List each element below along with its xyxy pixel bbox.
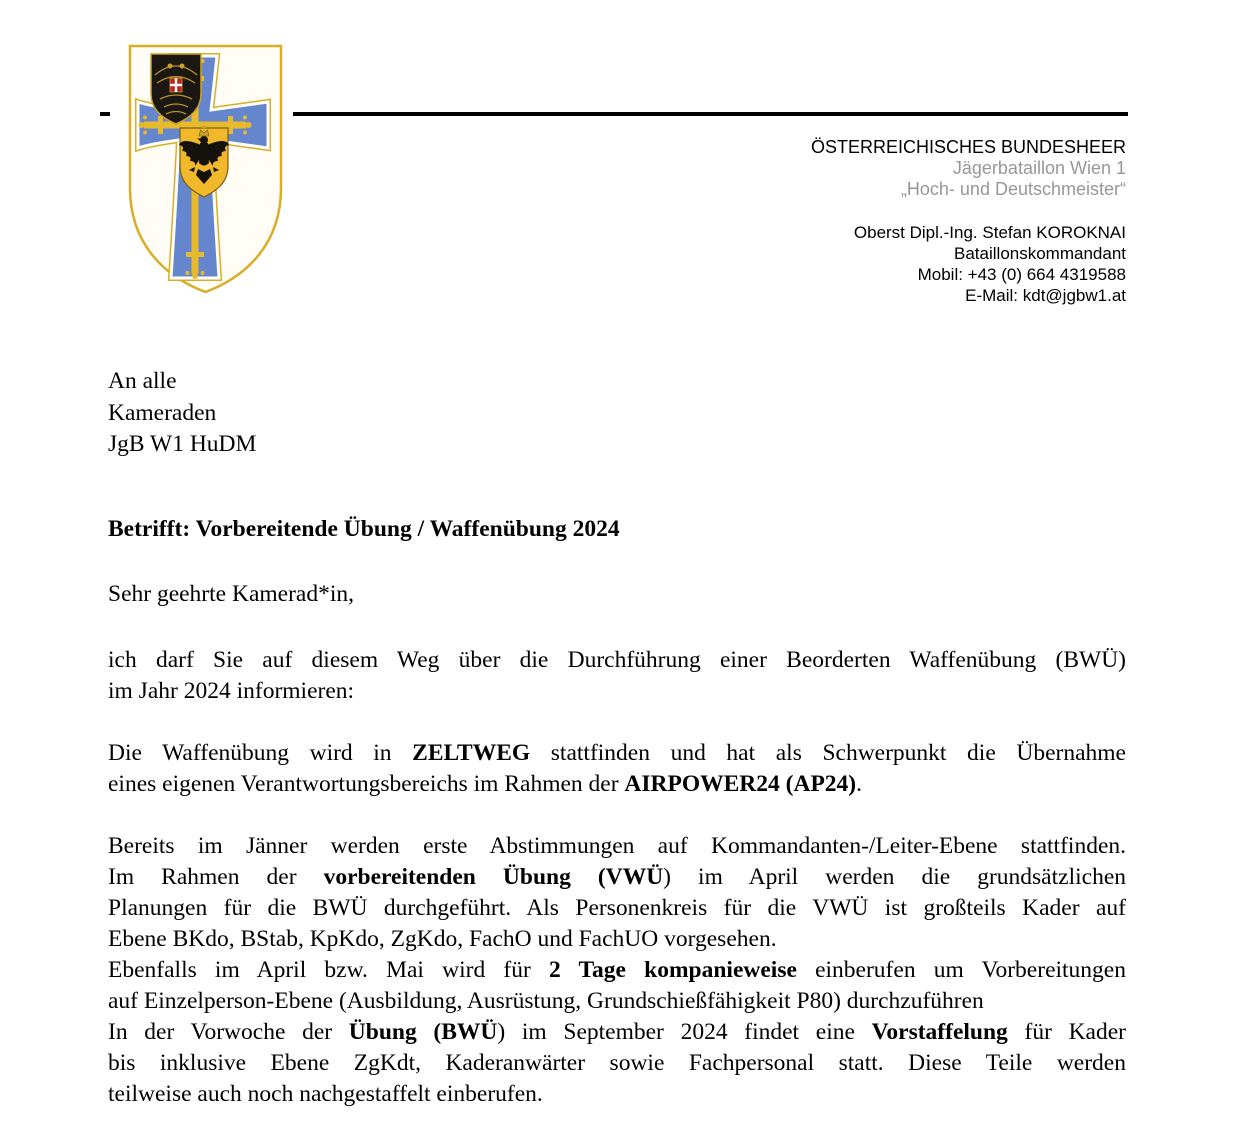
crest-eagle-head-right — [180, 64, 185, 69]
crest-vienna-arms — [170, 78, 182, 92]
body-line: In der Vorwoche der Übung (BWÜ) im September 2024 findet eine Vorstaffelung für Kader — [108, 1019, 1126, 1045]
contact-email: E-Mail: kdt@jgbw1.at — [965, 286, 1126, 305]
recipient-line: JgB W1 HuDM — [108, 431, 257, 457]
contact-role: Bataillonskommandant — [954, 244, 1126, 263]
body-line: teilweise auch noch nachgestaffelt einberufen. — [108, 1081, 543, 1107]
body-line: Planungen für die BWÜ durchgeführt. Als Personenkreis für die VWÜ ist großteils Kader auf — [108, 895, 1126, 921]
salutation: Sehr geehrte Kamerad*in, — [108, 581, 354, 607]
subject-line: Betrifft: Vorbereitende Übung / Waffenübung 2024 — [108, 516, 620, 542]
body-line: Bereits im Jänner werden erste Abstimmungen auf Kommandanten-/Leiter-Ebene stattfinden. — [108, 833, 1126, 859]
crest-eagle-head-left — [168, 64, 173, 69]
body-line: ich darf Sie auf diesem Weg über die Durchführung einer Beorderten Waffenübung (BWÜ) — [108, 647, 1126, 673]
unit-crest — [122, 40, 289, 298]
body-line: im Jahr 2024 informieren: — [108, 678, 355, 704]
body-line: Im Rahmen der vorbereitenden Übung (VWÜ) im April werden die grundsätzlichen — [108, 864, 1126, 890]
body-paragraphs — [108, 645, 1126, 1110]
unit-crest-graphic — [122, 40, 289, 298]
contact-name: Oberst Dipl.-Ing. Stefan KOROKNAI — [853, 223, 1126, 242]
body-line: eines eigenen Verantwortungsbereichs im Rahmen der AIRPOWER24 (AP24). — [108, 771, 862, 797]
separator-rule — [293, 112, 1128, 116]
paragraph — [108, 831, 1126, 1110]
recipient-line: Kameraden — [108, 399, 217, 426]
contact-mobile: Mobil: +43 (0) 664 4319588 — [917, 265, 1126, 284]
letterhead-unit-motto: „Hoch- und Deutschmeister“ — [900, 179, 1126, 199]
body-line: Ebene BKdo, BStab, KpKdo, ZgKdo, FachO und FachUO vorgesehen. — [108, 926, 777, 952]
paragraph — [108, 738, 1126, 800]
body-line: auf Einzelperson-Ebene (Ausbildung, Ausrüstung, Grundschießfähigkeit P80) durchzuführen — [108, 988, 984, 1014]
recipient-line: An alle — [108, 368, 177, 394]
paragraph — [108, 645, 1126, 707]
body-line: Die Waffenübung wird in ZELTWEG stattfinden und hat als Schwerpunkt die Übernahme — [108, 740, 1126, 766]
body-line: bis inklusive Ebene ZgKdt, Kaderanwärter sowie Fachpersonal statt. Diese Teile werden — [108, 1050, 1126, 1076]
separator-dash — [100, 112, 110, 116]
body-line: Ebenfalls im April bzw. Mai wird für 2 Tage kompanieweise einberufen um Vorbereitungen — [108, 957, 1126, 983]
letterhead-contact — [811, 222, 1126, 306]
recipient-block — [108, 366, 256, 461]
letterhead-organization: ÖSTERREICHISCHES BUNDESHEER — [810, 137, 1126, 157]
letterhead-unit: Jägerbataillon Wien 1 — [952, 158, 1126, 178]
letterhead — [811, 137, 1126, 306]
